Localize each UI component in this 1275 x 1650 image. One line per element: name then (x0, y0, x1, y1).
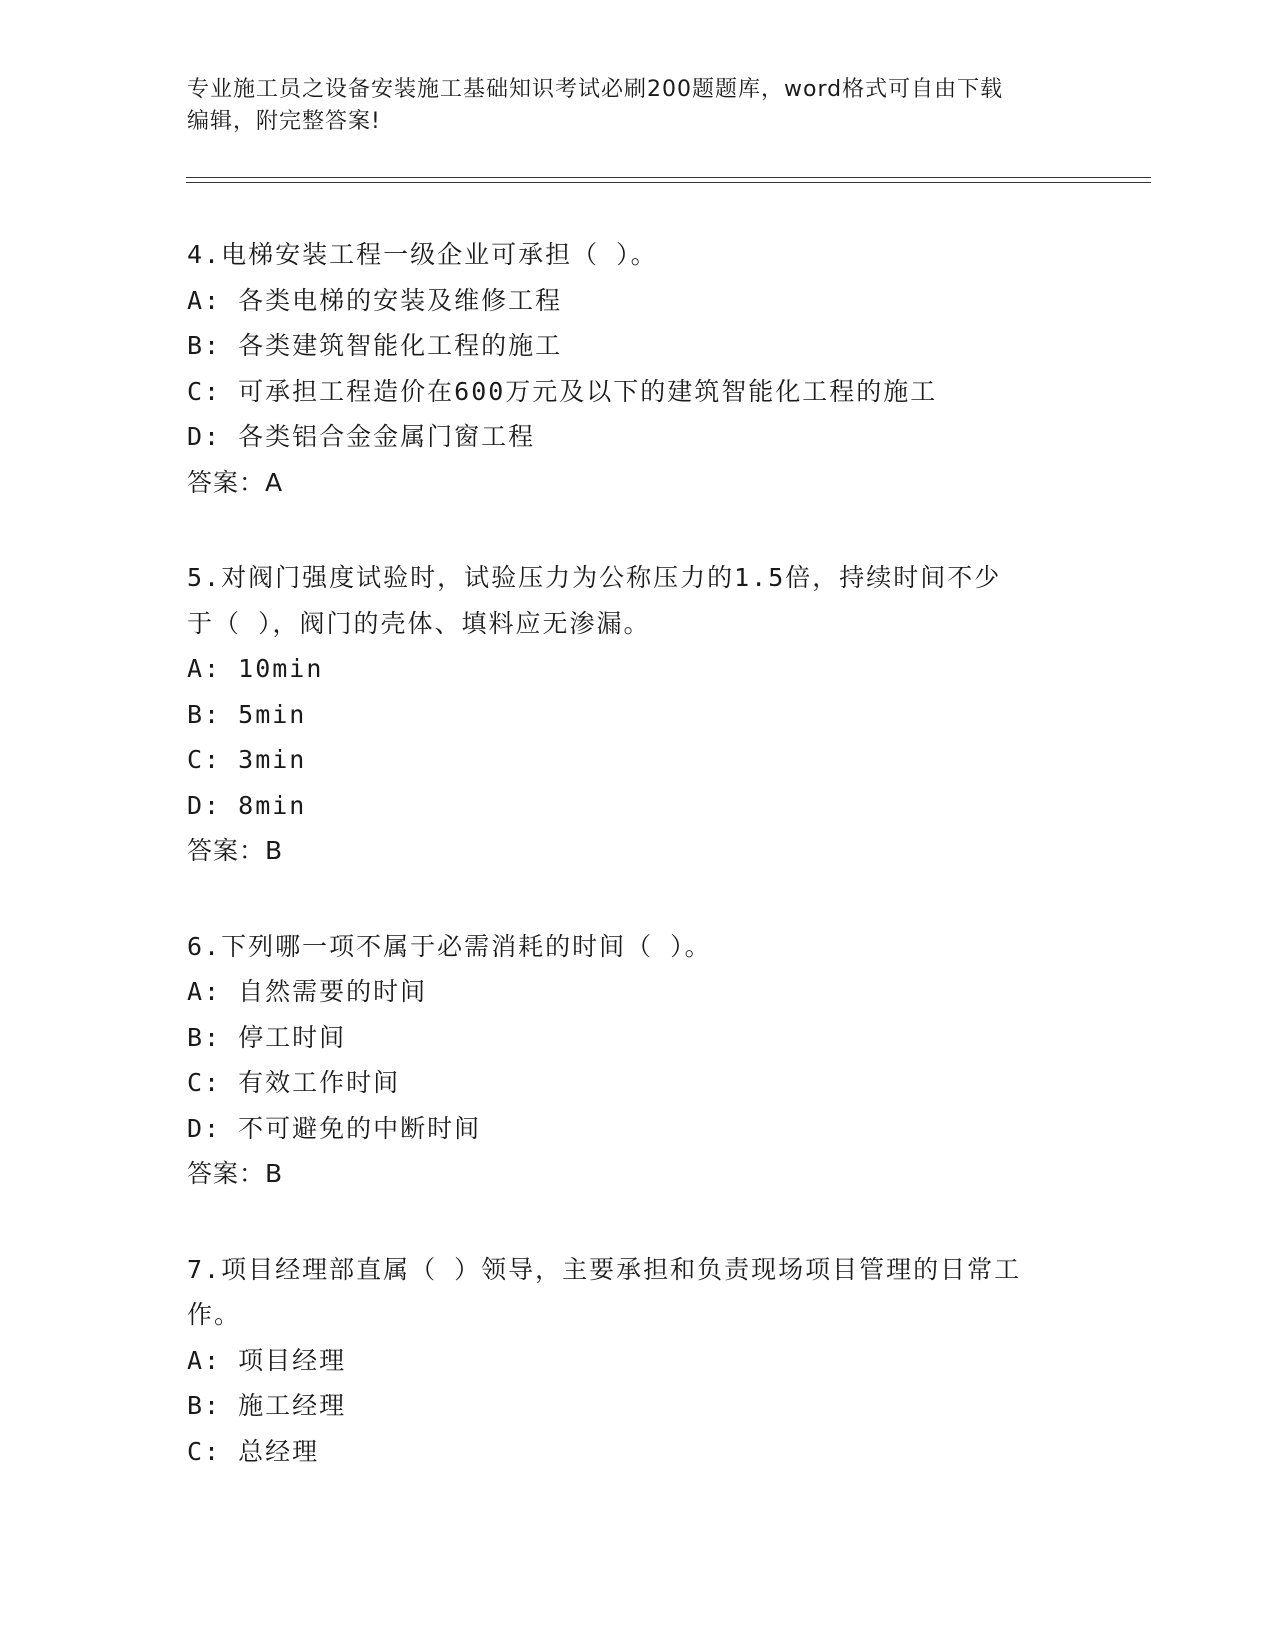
header-title-line-2: 编辑，附完整答案! (187, 109, 381, 134)
question-text: 6.下列哪一项不属于必需消耗的时间（ ）。 (187, 931, 712, 961)
option-d: D: 各类铝合金金属门窗工程 (187, 422, 536, 451)
header-divider-bottom (186, 182, 1151, 183)
answer-label: 答案：B (187, 1159, 284, 1188)
answer-label: 答案：B (187, 836, 284, 865)
option-b: B: 各类建筑智能化工程的施工 (187, 331, 563, 360)
header-divider-top (186, 177, 1151, 178)
option-a: A: 自然需要的时间 (187, 977, 428, 1006)
answer-label: 答案：A (187, 467, 284, 497)
option-c: C: 3min (187, 745, 307, 774)
option-d: D: 8min (187, 790, 307, 820)
option-a: A: 项目经理 (187, 1345, 347, 1375)
question-text-continued: 于（ ），阀门的壳体、填料应无渗漏。 (187, 608, 651, 638)
option-c: C: 有效工作时间 (187, 1068, 401, 1097)
question-7 (187, 1247, 1087, 1475)
option-b: B: 施工经理 (187, 1391, 347, 1420)
document-header (187, 74, 1067, 138)
question-text: 7.项目经理部直属（ ）领导，主要承担和负责现场项目管理的日常工 (187, 1254, 1022, 1284)
option-c: C: 总经理 (187, 1436, 320, 1466)
option-c: C: 可承担工程造价在600万元及以下的建筑智能化工程的施工 (187, 376, 938, 406)
question-text: 4.电梯安装工程一级企业可承担（ ）。 (187, 240, 658, 269)
question-text: 5.对阀门强度试验时，试验压力为公称压力的1.5倍，持续时间不少 (187, 563, 1002, 592)
option-d: D: 不可避免的中断时间 (187, 1113, 482, 1143)
question-5 (187, 555, 1087, 874)
question-4 (187, 232, 1087, 505)
option-b: B: 5min (187, 699, 307, 729)
header-title-line-1: 专业施工员之设备安装施工基础知识考试必刷200题题库，word格式可自由下载 (187, 77, 1004, 102)
option-b: B: 停工时间 (187, 1022, 347, 1052)
option-a: A: 10min (187, 654, 324, 683)
question-6 (187, 924, 1087, 1197)
question-text-continued: 作。 (187, 1300, 242, 1329)
option-a: A: 各类电梯的安装及维修工程 (187, 285, 563, 315)
question-list (187, 232, 1087, 1524)
